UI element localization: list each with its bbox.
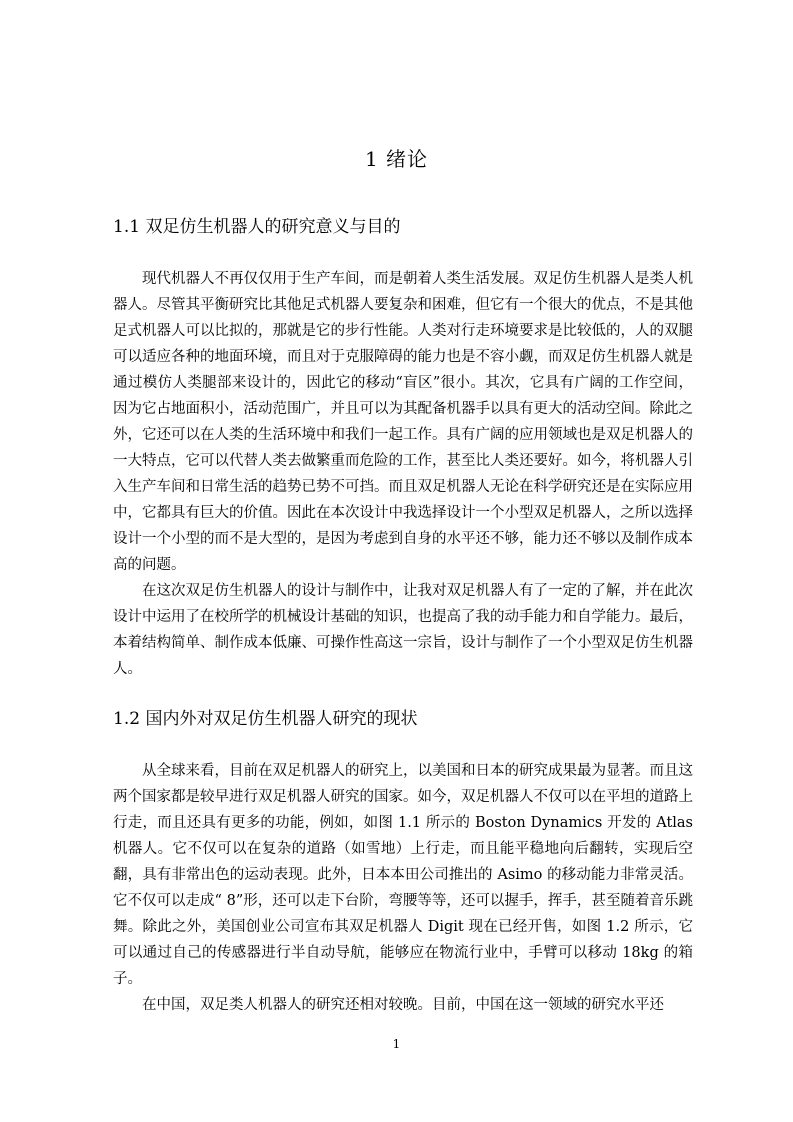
- paragraph: 从全球来看，目前在双足机器人的研究上，以美国和日本的研究成果最为显著。而且这两个国家都是较早进行双足机器人研究的国家。如今，双足机器人不仅可以在平坦的道路上行走，而且还具有更多的功能，例如，如图 1.1 所示的 Boston Dynamics 开发的 Atlas 机器人。它不仅可以在复杂的道路（如雪地）上行走，而且能平稳地向后翻转，实现后空翻，具有非常出色的运动表现。此外，日本本田公司推出的 Asimo 的移动能力非常灵活。它不仅可以走成“ 8”形，还可以走下台阶，弯腰等等，还可以握手，挥手，甚至随着音乐跳舞。除此之外，美国创业公司宣布其双足机器人 Digit 现在已经开售，如图 1.2 所示，它可以通过自己的传感器进行半自动导航，能够应在物流行业中，手臂可以移动 18kg 的箱子。: [113, 763, 693, 987]
- section-body-1-1: [113, 266, 693, 682]
- section-heading-1-2: 1.2 国内外对双足仿生机器人研究的现状: [113, 709, 418, 729]
- section-body-1-2: [113, 758, 693, 1018]
- paragraph: 在这次双足仿生机器人的设计与制作中，让我对双足机器人有了一定的了解，并在此次设计中运用了在校所学的机械设计基础的知识，也提高了我的动手能力和自学能力。最后，本着结构简单、制作成本低廉、可操作性高这一宗旨，设计与制作了一个小型双足仿生机器人。: [113, 583, 693, 677]
- section-heading-1-1: 1.1 双足仿生机器人的研究意义与目的: [113, 217, 401, 237]
- paragraph: 在中国，双足类人机器人的研究还相对较晚。目前，中国在这一领域的研究水平还: [142, 997, 664, 1013]
- paragraph: 现代机器人不再仅仅用于生产车间，而是朝着人类生活发展。双足仿生机器人是类人机器人。尽管其平衡研究比其他足式机器人要复杂和困难，但它有一个很大的优点，不是其他足式机器人可以比拟的，那就是它的步行性能。人类对行走环境要求是比较低的，人的双腿可以适应各种的地面环境，而且对于克服障碍的能力也是不容小觑，而双足仿生机器人就是通过模仿人类腿部来设计的，因此它的移动“盲区”很小。其次，它具有广阔的工作空间，因为它占地面积小，活动范围广，并且可以为其配备机器手以具有更大的活动空间。除此之外，它还可以在人类的生活环境中和我们一起工作。具有广阔的应用领域也是双足机器人的一大特点，它可以代替人类去做繁重而危险的工作，甚至比人类还要好。如今，将机器人引入生产车间和日常生活的趋势已势不可挡。而且双足机器人无论在科学研究还是在实际应用中，它都具有巨大的价值。因此在本次设计中我选择设计一个小型双足机器人，之所以选择设计一个小型的而不是大型的，是因为考虑到自身的水平还不够，能力还不够以及制作成本高的问题。: [113, 271, 693, 573]
- page-number: 1: [392, 1037, 401, 1051]
- chapter-title: 1 绪论: [364, 147, 429, 171]
